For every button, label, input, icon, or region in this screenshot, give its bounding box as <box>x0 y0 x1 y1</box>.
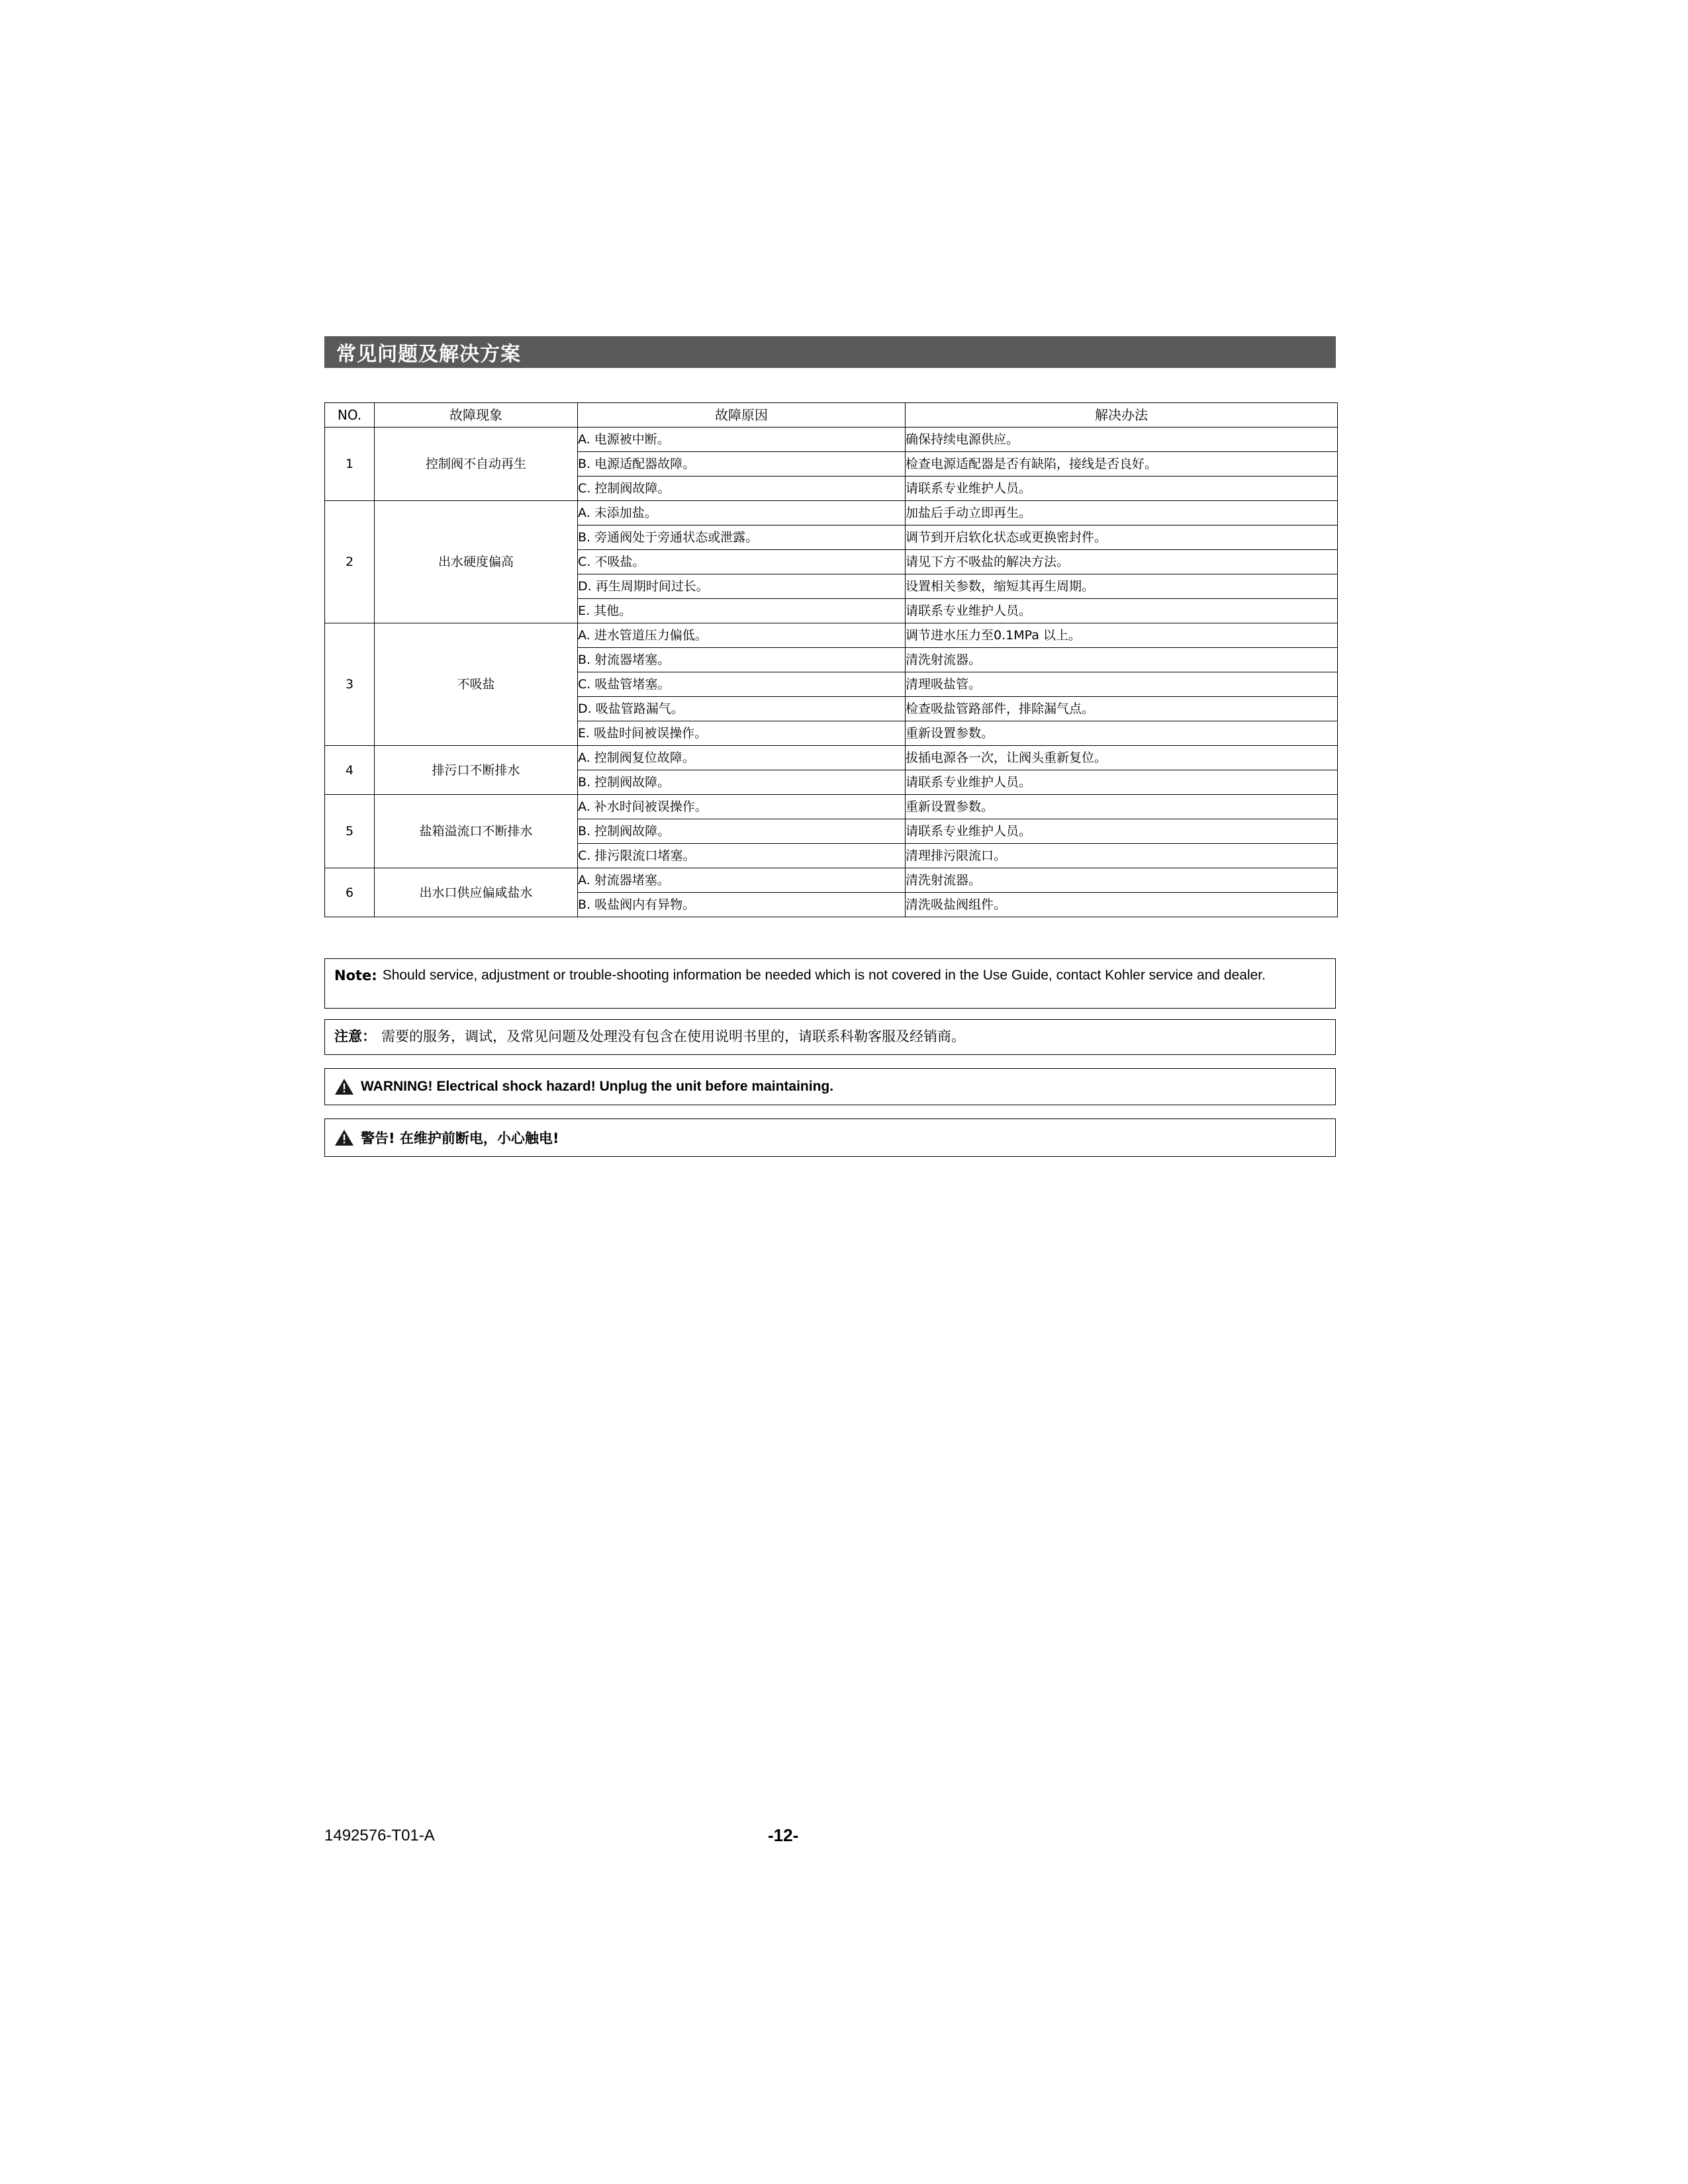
cell-cause: A. 补水时间被误操作。 <box>578 795 906 819</box>
column-header-symptom: 故障现象 <box>375 403 578 428</box>
cell-no: 1 <box>325 428 375 501</box>
cell-symptom: 出水硬度偏高 <box>375 501 578 623</box>
cell-solution: 加盐后手动立即再生。 <box>906 501 1338 525</box>
column-header-cause: 故障原因 <box>578 403 906 428</box>
cell-cause: A. 射流器堵塞。 <box>578 868 906 893</box>
cell-solution: 调节进水压力至0.1MPa 以上。 <box>906 623 1338 648</box>
cell-symptom: 排污口不断排水 <box>375 746 578 795</box>
cell-symptom: 盐箱溢流口不断排水 <box>375 795 578 868</box>
cell-cause: D. 再生周期时间过长。 <box>578 574 906 599</box>
cell-solution: 检查吸盐管路部件，排除漏气点。 <box>906 697 1338 721</box>
cell-cause: A. 未添加盐。 <box>578 501 906 525</box>
troubleshooting-table <box>324 402 1338 917</box>
cell-cause: A. 控制阀复位故障。 <box>578 746 906 770</box>
section-header <box>324 336 1336 368</box>
note-english-text: Should service, adjustment or trouble-shooting information be needed which is not covered in the Use Guide, contact Kohler service and dealer. <box>382 968 1266 983</box>
cell-cause: C. 吸盐管堵塞。 <box>578 672 906 697</box>
cell-solution: 清洗射流器。 <box>906 648 1338 672</box>
cell-solution: 设置相关参数，缩短其再生周期。 <box>906 574 1338 599</box>
cell-solution: 重新设置参数。 <box>906 721 1338 746</box>
note-chinese-box <box>324 1019 1336 1055</box>
cell-solution: 请见下方不吸盐的解决方法。 <box>906 550 1338 574</box>
cell-solution: 重新设置参数。 <box>906 795 1338 819</box>
cell-cause: B. 控制阀故障。 <box>578 819 906 844</box>
warning-chinese-box <box>324 1118 1336 1157</box>
section-title: 常见问题及解决方案 <box>336 343 521 366</box>
cell-cause: E. 其他。 <box>578 599 906 623</box>
footer-page-number: -12- <box>768 1825 799 1845</box>
troubleshooting-table-wrapper <box>324 402 1336 917</box>
warning-chinese-text: 警告! 在维护前断电，小心触电! <box>361 1130 559 1146</box>
cell-solution: 请联系专业维护人员。 <box>906 770 1338 795</box>
cell-cause: C. 排污限流口堵塞。 <box>578 844 906 868</box>
cell-no: 6 <box>325 868 375 917</box>
cell-solution: 检查电源适配器是否有缺陷，接线是否良好。 <box>906 452 1338 477</box>
cell-solution: 请联系专业维护人员。 <box>906 819 1338 844</box>
cell-symptom: 出水口供应偏咸盐水 <box>375 868 578 917</box>
table-row <box>325 623 1338 648</box>
warning-triangle-icon <box>334 1078 354 1095</box>
cell-no: 5 <box>325 795 375 868</box>
table-row <box>325 428 1338 452</box>
cell-cause: B. 电源适配器故障。 <box>578 452 906 477</box>
table-row <box>325 746 1338 770</box>
cell-solution: 请联系专业维护人员。 <box>906 599 1338 623</box>
cell-solution: 拔插电源各一次，让阀头重新复位。 <box>906 746 1338 770</box>
cell-solution: 清理排污限流口。 <box>906 844 1338 868</box>
warning-english-box <box>324 1068 1336 1105</box>
cell-symptom: 控制阀不自动再生 <box>375 428 578 501</box>
table-header-row <box>325 403 1338 428</box>
table-body <box>325 428 1338 917</box>
cell-cause: C. 控制阀故障。 <box>578 477 906 501</box>
column-header-solution: 解决办法 <box>906 403 1338 428</box>
note-english-box <box>324 958 1336 1009</box>
cell-solution: 调节到开启软化状态或更换密封件。 <box>906 525 1338 550</box>
warning-triangle-icon <box>334 1129 354 1146</box>
warning-english-text: WARNING! Electrical shock hazard! Unplug the unit before maintaining. <box>361 1079 834 1094</box>
cell-cause: B. 控制阀故障。 <box>578 770 906 795</box>
cell-cause: B. 吸盐阀内有异物。 <box>578 893 906 917</box>
table-row <box>325 501 1338 525</box>
cell-cause: A. 电源被中断。 <box>578 428 906 452</box>
cell-symptom: 不吸盐 <box>375 623 578 746</box>
cell-cause: B. 射流器堵塞。 <box>578 648 906 672</box>
cell-no: 2 <box>325 501 375 623</box>
cell-solution: 清洗射流器。 <box>906 868 1338 893</box>
cell-cause: C. 不吸盐。 <box>578 550 906 574</box>
table-row <box>325 868 1338 893</box>
cell-no: 3 <box>325 623 375 746</box>
cell-cause: A. 进水管道压力偏低。 <box>578 623 906 648</box>
cell-solution: 请联系专业维护人员。 <box>906 477 1338 501</box>
cell-solution: 清理吸盐管。 <box>906 672 1338 697</box>
cell-solution: 清洗吸盐阀组件。 <box>906 893 1338 917</box>
cell-cause: B. 旁通阀处于旁通状态或泄露。 <box>578 525 906 550</box>
note-chinese-text: 需要的服务，调试，及常见问题及处理没有包含在使用说明书里的，请联系科勒客服及经销商。 <box>381 1028 965 1044</box>
footer-doc-code: 1492576-T01-A <box>324 1827 435 1844</box>
table-row <box>325 795 1338 819</box>
cell-solution: 确保持续电源供应。 <box>906 428 1338 452</box>
cell-no: 4 <box>325 746 375 795</box>
cell-cause: E. 吸盐时间被误操作。 <box>578 721 906 746</box>
note-chinese-label: 注意： <box>334 1028 376 1044</box>
note-english-label: Note: <box>334 968 377 983</box>
cell-cause: D. 吸盐管路漏气。 <box>578 697 906 721</box>
column-header-no: NO. <box>325 403 375 428</box>
